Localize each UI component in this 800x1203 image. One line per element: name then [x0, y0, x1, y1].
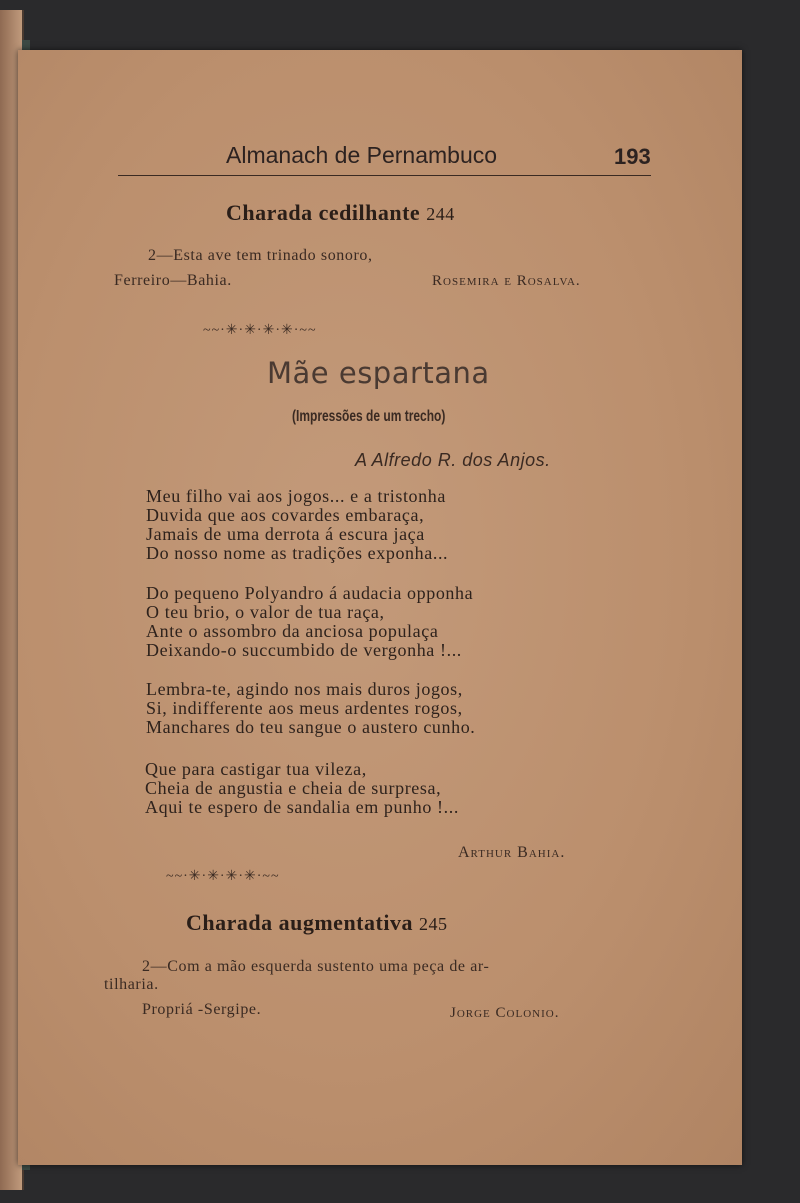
poem-line: Deixando-o succumbido de vergonha !...	[146, 640, 462, 660]
poem-line: Cheia de angustia e cheia de surpresa,	[145, 778, 442, 798]
poem-line: Meu filho vai aos jogos... e a tristonha	[146, 486, 446, 506]
charada-title: Charada augmentativa	[186, 910, 413, 935]
poem-line: Do nosso nome as tradições exponha...	[146, 543, 449, 563]
charada-245-place: Propriá -Sergipe.	[142, 1001, 262, 1018]
poem-stanza	[146, 584, 473, 660]
poem-line: Lembra-te, agindo nos mais duros jogos,	[146, 679, 463, 699]
poem-stanza	[146, 487, 448, 563]
poem-subtitle: (Impressões de um trecho)	[292, 408, 446, 425]
poem-line: Si, indifferente aos meus ardentes rogos,	[146, 698, 463, 718]
poem-title: Mãe espartana	[267, 356, 490, 390]
charada-number: 245	[418, 914, 448, 934]
poem-author: Arthur Bahia.	[458, 844, 566, 861]
book-page	[18, 50, 742, 1165]
poem-line: Aqui te espero de sandalia em punho !...	[145, 797, 459, 817]
charada-number: 244	[426, 204, 455, 224]
charada-244-place: Ferreiro—Bahia.	[114, 272, 232, 289]
charada-245-clue-line2: tilharia.	[104, 976, 159, 993]
page-number: 193	[614, 144, 651, 169]
poem-line: Manchares do teu sangue o austero cunho.	[146, 717, 476, 737]
poem-stanza	[145, 760, 459, 817]
poem-line: O teu brio, o valor de tua raça,	[146, 602, 385, 622]
poem-stanza	[146, 680, 475, 737]
ornament-divider: ~~·✳·✳·✳·✳·~~	[203, 323, 317, 338]
running-header-title: Almanach de Pernambuco	[226, 142, 498, 168]
charada-244-clue: 2—Esta ave tem trinado sonoro,	[148, 247, 373, 264]
poem-dedication: A Alfredo R. dos Anjos.	[355, 450, 551, 470]
poem-line: Jamais de uma derrota á escura jaça	[146, 524, 425, 544]
charada-245-clue-line1: 2—Com a mão esquerda sustento uma peça de ar-	[142, 958, 490, 975]
ornament-divider: ~~·✳·✳·✳·✳·~~	[166, 869, 280, 884]
charada-244-authors: Rosemira e Rosalva.	[432, 273, 581, 289]
header-rule	[118, 175, 651, 176]
charada-244-heading	[226, 200, 455, 226]
charada-title: Charada cedilhante	[226, 200, 421, 225]
poem-line: Duvida que aos covardes embaraça,	[146, 505, 425, 525]
charada-245-author: Jorge Colonio.	[450, 1005, 560, 1021]
charada-245-heading	[186, 910, 447, 936]
poem-line: Do pequeno Polyandro á audacia opponha	[146, 583, 474, 603]
poem-line: Que para castigar tua vileza,	[145, 759, 367, 779]
poem-line: Ante o assombro da anciosa populaça	[146, 621, 439, 641]
